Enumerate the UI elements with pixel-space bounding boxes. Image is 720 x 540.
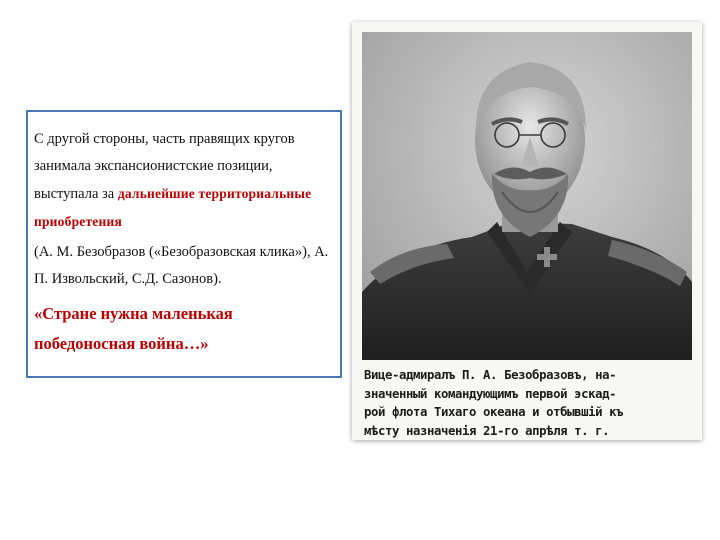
paragraph-text: С другой стороны, часть правящих кругов занимала экспансионистские позиции, выступала за bbox=[34, 131, 295, 202]
caption-line: Вице-адмиралъ П. А. Безобразовъ, на- bbox=[364, 368, 617, 382]
photo-card bbox=[352, 22, 702, 440]
portrait-photo bbox=[362, 32, 692, 360]
caption-line: рой флота Тихаго океана и отбывшій къ bbox=[364, 405, 624, 419]
portrait-illustration bbox=[362, 32, 692, 360]
highlight-text: дальнейшие территориальные приобретения bbox=[34, 186, 312, 229]
text-box bbox=[26, 110, 342, 378]
caption-line: значенный командующимъ первой эскад- bbox=[364, 386, 617, 401]
quote-text: «Стране нужна маленькая победоносная война…» bbox=[34, 304, 233, 353]
paragraph-main bbox=[34, 126, 332, 236]
photo-caption bbox=[364, 366, 694, 440]
paragraph-names: (А. М. Безобразов («Безобразовская клика»), А. П. Извольский, С.Д. Сазонов). bbox=[34, 244, 329, 287]
caption-line: мѣсту назначенія 21-го апрѣля т. г. bbox=[364, 423, 610, 438]
